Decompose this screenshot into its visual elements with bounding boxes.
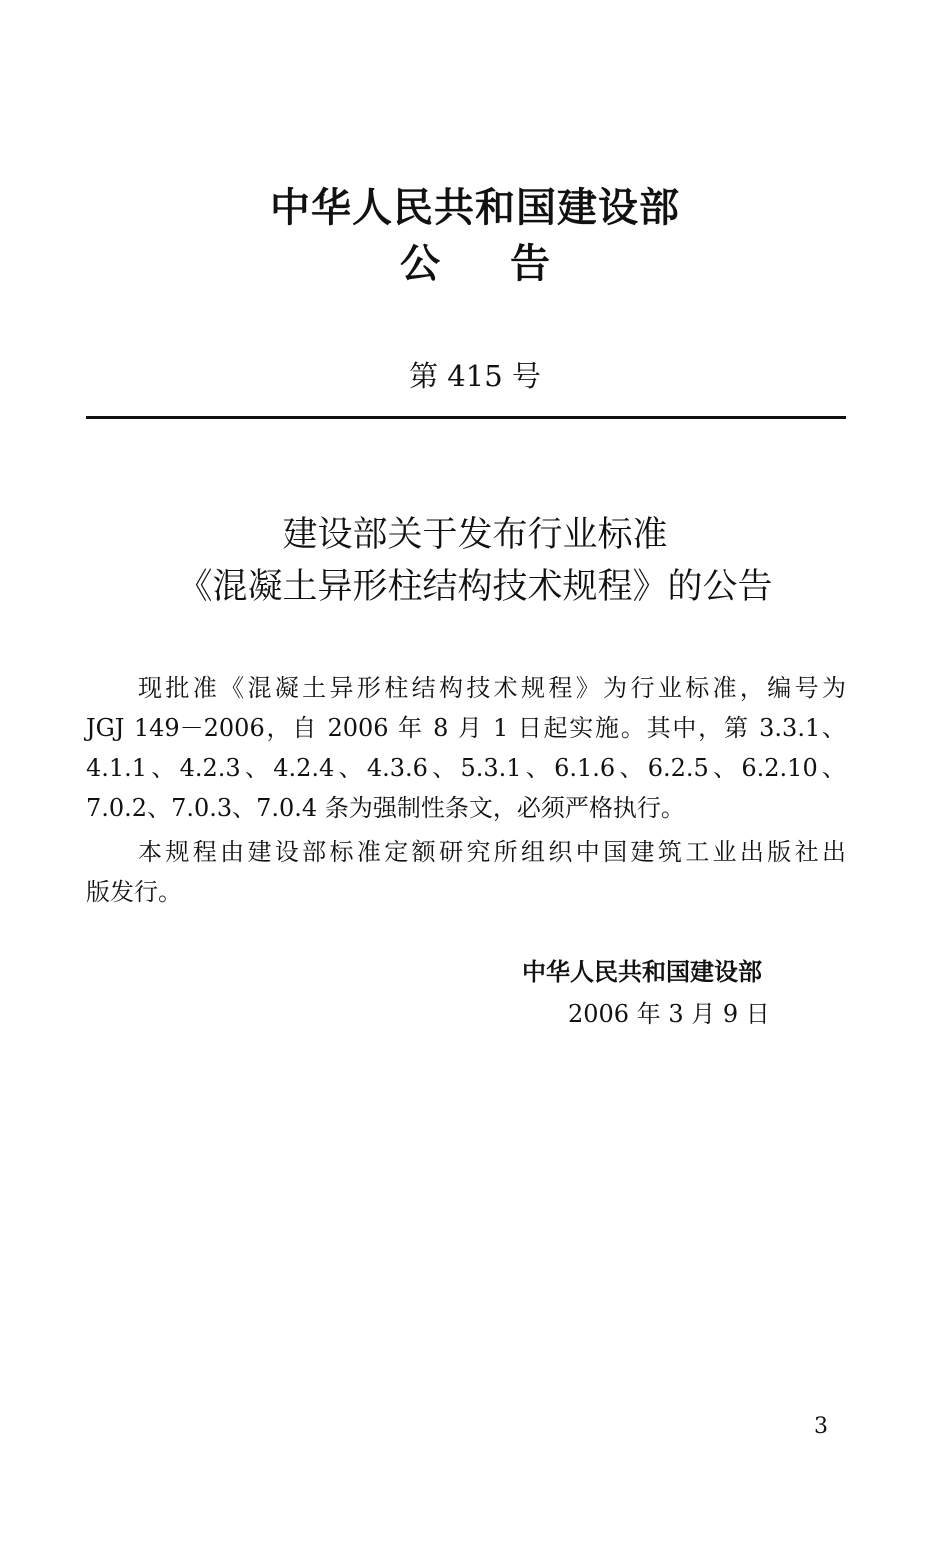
paragraph-line: 4.1.1、4.2.3、4.2.4、4.3.6、5.3.1、6.1.6、6.2.5、6.2.10、 <box>86 754 846 782</box>
page-number: 3 <box>814 1414 828 1439</box>
ministry-title: 中华人民共和国建设部 <box>270 185 680 231</box>
body-paragraph-2 <box>86 832 846 912</box>
notice-title: 公告 <box>400 241 620 287</box>
signature-organization: 中华人民共和国建设部 <box>522 958 762 986</box>
paragraph-line: JGJ 149－2006，自 2006 年 8 月 1 日起实施。其中，第 3.3.1、 <box>86 714 846 742</box>
paragraph-line: 本规程由建设部标准定额研究所组织中国建筑工业出版社出 <box>138 838 846 866</box>
paragraph-line: 版发行。 <box>86 878 182 906</box>
announcement-heading-line-2: 《混凝土异形柱结构技术规程》的公告 <box>177 567 773 607</box>
paragraph-line: 7.0.2、7.0.3、7.0.4 条为强制性条文，必须严格执行。 <box>86 794 685 822</box>
body-paragraph-1 <box>86 668 846 828</box>
horizontal-rule <box>86 416 846 419</box>
signature-date: 2006 年 3 月 9 日 <box>568 1000 770 1028</box>
announcement-heading-line-1: 建设部关于发布行业标准 <box>282 515 668 555</box>
paragraph-line: 现批准《混凝土异形柱结构技术规程》为行业标准，编号为 <box>138 674 846 702</box>
notice-number: 第 415 号 <box>409 359 541 393</box>
